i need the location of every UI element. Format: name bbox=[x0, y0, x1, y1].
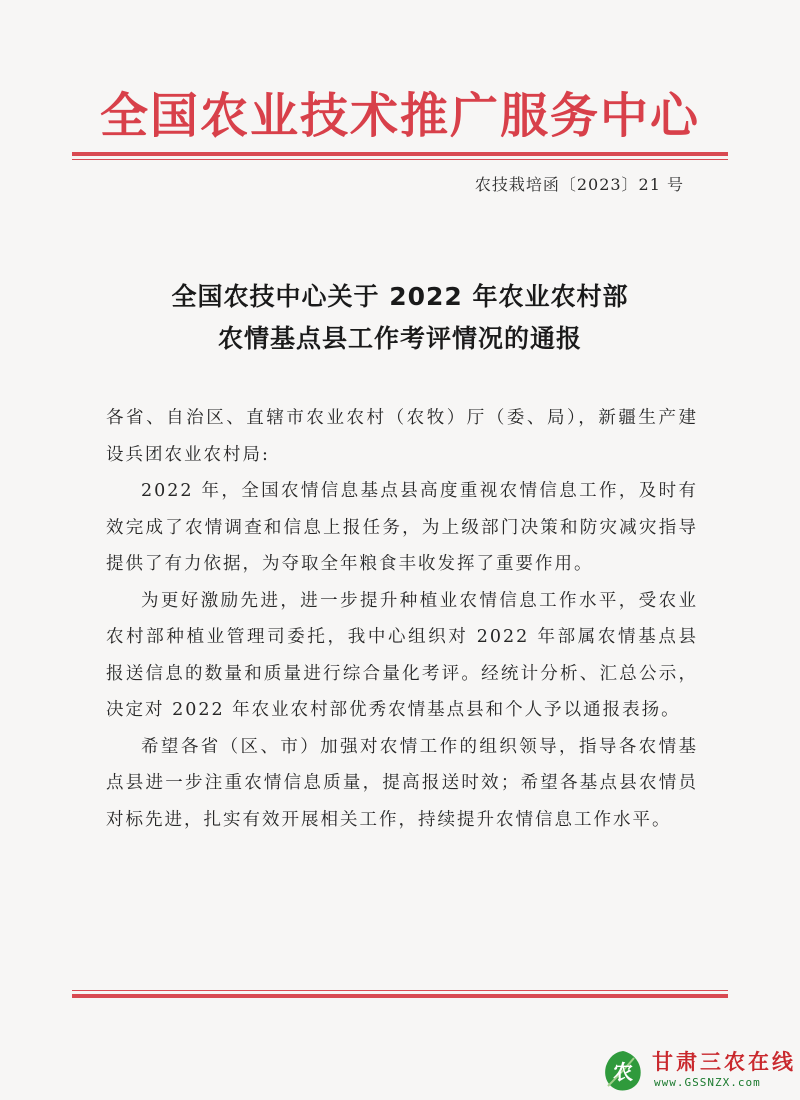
document-number: 农技栽培函〔2023〕21 号 bbox=[474, 175, 684, 194]
site-watermark bbox=[598, 1046, 798, 1096]
letterhead-rule-thick bbox=[72, 152, 728, 156]
document-title bbox=[80, 276, 720, 360]
leaf-logo-icon bbox=[600, 1048, 646, 1094]
body-paragraph-1: 2022 年，全国农情信息基点县高度重视农情信息工作，及时有效完成了农情调查和信息上报任务，为上级部门决策和防灾减灾指导提供了有力依据，为夺取全年粮食丰收发挥了重要作用。 bbox=[106, 481, 698, 574]
body-paragraph-2: 为更好激励先进，进一步提升种植业农情信息工作水平，受农业农村部种植业管理司委托，我中心组织对 2022 年部属农情基点县报送信息的数量和质量进行综合量化考评。经统计分析、汇总公示，决定对 2022 年农业农村部优秀农情基点县和个人予以通报表扬。 bbox=[106, 590, 698, 720]
body-paragraph-3: 希望各省（区、市）加强对农情工作的组织领导，指导各农情基点县进一步注重农情信息质量，提高报送时效；希望各基点县农情员对标先进，扎实有效开展相关工作，持续提升农情信息工作水平。 bbox=[106, 736, 698, 830]
footer-rule-thick bbox=[72, 994, 728, 998]
letterhead-rule-thin bbox=[72, 159, 728, 160]
document-title-line-2: 农情基点县工作考评情况的通报 bbox=[217, 324, 582, 353]
salutation: 各省、自治区、直辖市农业农村（农牧）厅（委、局），新疆生产建设兵团农业农村局: bbox=[106, 408, 698, 465]
document-title-line-1: 全国农技中心关于 2022 年农业农村部 bbox=[171, 282, 629, 311]
document-body bbox=[106, 400, 698, 838]
footer-rule-thin bbox=[72, 990, 728, 991]
logo-glyph: 农 bbox=[613, 1060, 633, 1084]
watermark-url: www.GSSNZX.com bbox=[654, 1076, 761, 1089]
watermark-site-name: 甘肃三农在线 bbox=[652, 1050, 796, 1074]
organization-letterhead: 全国农业技术推广服务中心 bbox=[99, 88, 700, 144]
